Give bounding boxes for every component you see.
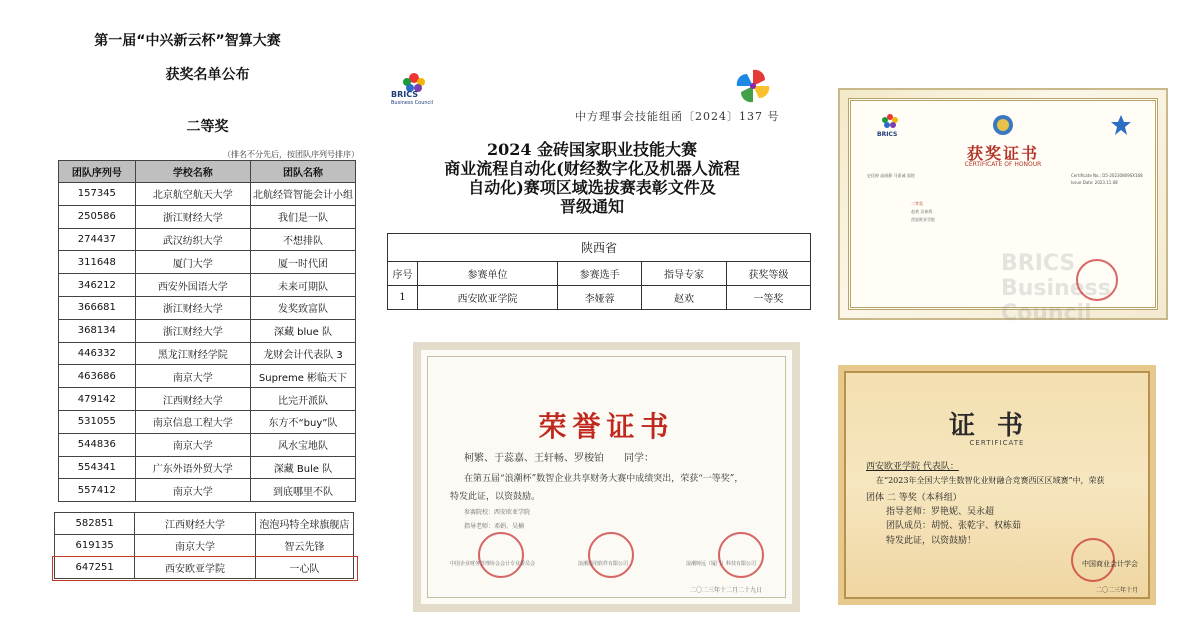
cell-school: 西安外国语大学: [135, 274, 250, 297]
table-row: [55, 513, 354, 535]
table-row: [59, 388, 356, 411]
advisor-names: 指导老师：罗艳妮、吴永超: [886, 507, 995, 517]
certificate-frame: [844, 371, 1150, 599]
table-row: [59, 479, 356, 502]
cell-team-name: 不想排队: [250, 228, 355, 251]
table-row: [59, 205, 356, 228]
cell-team-id: 554341: [59, 456, 136, 479]
student-names: 柯繁、于蕊嘉、王轩畅、罗梭铂: [464, 453, 604, 464]
notice-table: [387, 233, 811, 310]
document-number: 中方理事会技能组函〔2024〕137 号: [575, 110, 780, 123]
cell-team-id: 463686: [59, 365, 136, 388]
cell-level: 一等奖: [726, 286, 810, 310]
table-header-row: [59, 161, 356, 183]
cell-school: 江西财经大学: [135, 513, 255, 535]
cell-team-id: 250586: [59, 205, 136, 228]
cell-school: 南京大学: [135, 535, 255, 557]
certificate-subtitle: CERTIFICATE: [969, 439, 1025, 447]
certificate-title: 荣誉证书: [538, 410, 675, 443]
column-header-team-id: 团队序列号: [59, 161, 136, 183]
cell-team-name: 到底哪里不队: [250, 479, 355, 502]
table-row: [59, 410, 356, 433]
certificate-frame: [848, 98, 1158, 326]
certificate-title: 获奖证书: [966, 144, 1039, 163]
winner-names: 史佳婷 高丽静 马嘉诚 邵悦: [867, 173, 915, 178]
cell-school: 南京大学: [135, 433, 250, 456]
award-level: 团体 二 等奖（本科组）: [866, 493, 962, 503]
globe-emblem-icon: [991, 113, 1015, 137]
ranking-note: （排名不分先后，按团队序列号排序）: [223, 150, 359, 159]
cell-school: 西安欧亚学院: [135, 557, 255, 579]
cell-team-id: 311648: [59, 251, 136, 274]
cell-player: 李娅蓉: [558, 286, 642, 310]
prize-level-heading: 二等奖: [186, 119, 229, 135]
cell-school: 浙江财经大学: [135, 319, 250, 342]
award-level: 二等奖: [911, 201, 923, 206]
cell-school: 广东外语外贸大学: [135, 456, 250, 479]
certificate-title: 证书: [948, 411, 1045, 441]
cell-school: 厦门大学: [135, 251, 250, 274]
closing-statement: 特发此证，以资鼓励！: [886, 536, 977, 546]
cell-team-name: 一心队: [255, 557, 353, 579]
certificate-frame: [427, 356, 786, 598]
cell-unit: 西安欧亚学院: [418, 286, 558, 310]
cell-team-name: 龙财会计代表队 3: [250, 342, 355, 365]
notice-document: [385, 60, 815, 322]
issuer-org: 中国商业会计学会: [1082, 560, 1138, 568]
closing-statement: 特发此证，以资鼓励。: [450, 492, 541, 502]
notice-header-row: [388, 262, 811, 286]
cell-school: 浙江财经大学: [135, 296, 250, 319]
notice-title-line: 晋级通知: [559, 197, 624, 216]
participating-school: 参赛院校：西安欧亚学院: [464, 509, 531, 516]
table-row: [55, 535, 354, 557]
table-row: [59, 342, 356, 365]
competition-statement: 在“2023年全国大学生数智化业财融合竞赛西区区域赛”中，荣获: [876, 476, 1105, 485]
award-statement: 在第五届“浪潮杯”数智企业共享财务大赛中成绩突出，荣获“一等奖”，: [464, 474, 744, 484]
province-row: [388, 234, 811, 262]
cell-team-id: 544836: [59, 433, 136, 456]
cell-team-id: 446332: [59, 342, 136, 365]
cell-seq: 1: [388, 286, 418, 310]
cell-school: 浙江财经大学: [135, 205, 250, 228]
cell-school: 南京大学: [135, 365, 250, 388]
column-header-school: 学校名称: [135, 161, 250, 183]
table-row: [59, 274, 356, 297]
official-seal: [588, 532, 634, 578]
notice-title-line: 2024 金砖国家职业技能大赛: [486, 140, 698, 159]
header-expert: 指导专家: [642, 262, 726, 286]
cell-team-id: 647251: [55, 557, 135, 579]
team-members: 团队成员：胡悦、张乾宇、权栋茹: [886, 521, 1022, 531]
cell-school: 北京航空航天大学: [135, 183, 250, 206]
notice-title-line: 商业流程自动化(财经数字化及机器人流程: [444, 159, 740, 178]
issue-date: 二〇二三年十月: [1096, 587, 1139, 594]
cell-team-id: 557412: [59, 479, 136, 502]
header-unit: 参赛单位: [418, 262, 558, 286]
team-certificate: [838, 365, 1156, 605]
cell-school: 江西财经大学: [135, 388, 250, 411]
notice-title: [407, 140, 777, 216]
cell-team-id: 582851: [55, 513, 135, 535]
cell-team-name: 泡泡玛特全球旗舰店: [255, 513, 353, 535]
issuer-org: 中国企业财务管理协会会计专业委员会: [450, 561, 536, 567]
award-list-panel: [50, 20, 365, 620]
cell-team-name: 未来可期队: [250, 274, 355, 297]
cell-school: 武汉纺织大学: [135, 228, 250, 251]
award-list-subtitle: 获奖名单公布: [165, 67, 250, 83]
brics-logo-text: BRICS: [391, 90, 419, 99]
brics-logo-text: BRICS: [877, 131, 898, 138]
certificate-of-honour: [838, 88, 1168, 326]
brics-logo-subtext: Business Council: [391, 100, 434, 106]
cell-team-id: 531055: [59, 410, 136, 433]
header-player: 参赛选手: [558, 262, 642, 286]
pinwheel-logo-icon: [735, 68, 771, 104]
cell-expert: 赵欢: [642, 286, 726, 310]
issue-date: Issue Date: 2023.11.08: [1071, 180, 1118, 185]
cell-team-name: 智云先锋: [255, 535, 353, 557]
table-row: [59, 433, 356, 456]
header-seq: 序号: [388, 262, 418, 286]
issuer-org: 浪潮铸远（厦门）科技有限公司: [686, 561, 757, 567]
team-school: 西安欧亚学院 代表队：: [866, 462, 959, 472]
cell-team-name: 深藏 Bule 队: [250, 456, 355, 479]
table-row: [59, 296, 356, 319]
star-emblem-icon: [1109, 113, 1133, 137]
cell-school: 南京信息工程大学: [135, 410, 250, 433]
notice-row: [388, 286, 811, 310]
table-row: [59, 251, 356, 274]
table-row: [59, 183, 356, 206]
cell-team-id: 366681: [59, 296, 136, 319]
cell-team-name: 东方不“buy”队: [250, 410, 355, 433]
greeting: 同学：: [624, 453, 654, 464]
cell-team-name: 深藏 blue 队: [250, 319, 355, 342]
issue-date: 二〇二三年十二月二十九日: [690, 587, 763, 594]
brics-logo-icon: [879, 111, 901, 133]
advisor-names: 指导老师：邓娟、吴楠: [464, 523, 525, 530]
province-cell: 陕西省: [388, 234, 811, 262]
cell-team-id: 479142: [59, 388, 136, 411]
cell-team-name: 我们是一队: [250, 205, 355, 228]
cell-team-name: 厦一时代团: [250, 251, 355, 274]
table-row: [59, 319, 356, 342]
header-level: 获奖等级: [726, 262, 810, 286]
table-row: [59, 228, 356, 251]
award-table: [58, 160, 356, 502]
issuer-org: 浪潮通用软件有限公司: [578, 561, 629, 567]
cell-team-name: Supreme 彬临天下: [250, 365, 355, 388]
cell-team-name: 比完开派队: [250, 388, 355, 411]
cell-team-name: 北航经管智能会计小组: [250, 183, 355, 206]
cell-team-id: 368134: [59, 319, 136, 342]
honour-certificate: [413, 342, 800, 612]
column-header-team-name: 团队名称: [250, 161, 355, 183]
official-seal: [478, 532, 524, 578]
official-seal: [1076, 259, 1118, 301]
watermark-text: BRICS Business Council: [1001, 251, 1111, 326]
certificate-number: Certificate No.: D5-20230809SX168: [1071, 173, 1143, 178]
cell-team-name: 发奖致富队: [250, 296, 355, 319]
school-name: 西安欧亚学院: [911, 217, 935, 222]
cell-team-id: 346212: [59, 274, 136, 297]
certificate-subtitle: CERTIFICATE OF HONOUR: [964, 161, 1042, 168]
cell-team-name: 风水宝地队: [250, 433, 355, 456]
notice-title-line: 自动化)赛项区域选拔赛表彰文件及: [468, 178, 716, 197]
cell-school: 南京大学: [135, 479, 250, 502]
table-row: [59, 365, 356, 388]
cell-team-id: 157345: [59, 183, 136, 206]
instructor-names: 赵欢 吴泰珉: [911, 209, 933, 214]
award-list-title: 第一届“中兴新云杯”智算大赛: [94, 33, 281, 49]
official-seal: [718, 532, 764, 578]
cell-school: 黑龙江财经学院: [135, 342, 250, 365]
cell-team-id: 274437: [59, 228, 136, 251]
highlight-box: [52, 556, 358, 581]
table-row: [59, 456, 356, 479]
cell-team-id: 619135: [55, 535, 135, 557]
